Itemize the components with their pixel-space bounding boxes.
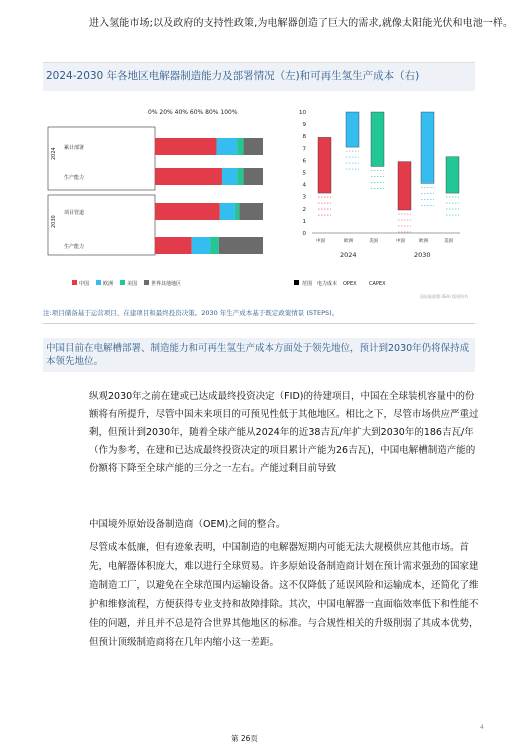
category-label: 生产能力 bbox=[64, 175, 85, 181]
bar-segment bbox=[244, 138, 263, 155]
y-tick-label: 2 bbox=[302, 206, 306, 213]
bar-segment bbox=[155, 168, 222, 185]
legend-label: 范围 bbox=[302, 281, 313, 287]
legend-swatch bbox=[144, 280, 149, 285]
x-category-label: 中国 bbox=[316, 239, 325, 244]
x-category-label: 美国 bbox=[369, 239, 378, 244]
x-category-label: 欧洲 bbox=[344, 239, 353, 244]
bar-segment bbox=[220, 203, 235, 220]
y-tick-label: 5 bbox=[302, 170, 306, 177]
legend-label: 美国 bbox=[127, 281, 138, 287]
group-label: 2024 bbox=[51, 147, 57, 160]
bar-segment bbox=[155, 237, 192, 254]
bar-segment bbox=[155, 203, 220, 220]
section-heading: 中国境外原始设备制造商（OEM)之间的整合。 bbox=[89, 519, 286, 530]
bar-segment bbox=[219, 237, 263, 254]
legend-label: 电力成本 bbox=[317, 281, 338, 287]
legend-label: OPEX bbox=[343, 281, 357, 287]
left-bar-chart bbox=[40, 100, 280, 300]
cost-range-bar bbox=[371, 112, 384, 166]
legend-label: 中国 bbox=[79, 281, 90, 287]
cost-range-bar bbox=[318, 137, 331, 193]
legend-label: 欧洲 bbox=[103, 281, 114, 287]
bar-segment bbox=[235, 203, 239, 220]
y-tick-label: 6 bbox=[302, 158, 306, 165]
bar-segment bbox=[222, 168, 237, 185]
y-tick-label: 9 bbox=[302, 122, 306, 129]
bar-segment bbox=[192, 237, 210, 254]
legend-label: CAPEX bbox=[369, 281, 386, 287]
bar-segment bbox=[239, 203, 263, 220]
y-tick-label: 1 bbox=[302, 218, 306, 225]
group-label: 2030 bbox=[51, 215, 57, 228]
bar-segment bbox=[244, 168, 263, 185]
cost-range-bar bbox=[398, 162, 411, 210]
right-bar-chart bbox=[290, 100, 480, 300]
paragraph-2: 尽管成本低廉，但有迹象表明，中国制造的电解器短期内可能无法大规模供应其他市场。首先，电解器体积庞大，难以进行全球贸易。许多原始设备制造商计划在预计需求强劲的国家建造制造工厂，以避免在全球范围内运输设备。这不仅降低了延误风险和运输成本，还简化了维护和维修流程，方便获得专业支持和故障排除。其次，中国电解器一直面临效率低下和性能不佳的问题，并且并不总是符合世界其他地区的标准。与合规性相关的升级削弱了其成本优势，但预计顶级制造商将在几年内缩小这一差距。 bbox=[89, 542, 479, 648]
legend-swatch bbox=[294, 280, 299, 285]
x-category-label: 中国 bbox=[396, 239, 405, 244]
page-number: 4 bbox=[480, 724, 484, 731]
bar-segment bbox=[237, 168, 243, 185]
legend-label: 世界其他地区 bbox=[151, 281, 182, 287]
category-label: 累计部署 bbox=[64, 145, 85, 151]
x-category-label: 美国 bbox=[444, 239, 453, 244]
paragraph-1: 纵观2030年之前在建或已达成最终投资决定（FID)的待建项目，中国在全球装机容量中的份额将有所提升，尽管中国未来项目的可预见性低于其他地区。相比之下，尽管市场供应严重过剩，但预计到2030年，随着全球产能从2024年的近38吉瓦/年扩大到2030年的186吉瓦/年（作为参考，在建和已达成最终投资决定的项目累计产能为26吉瓦)，中国电解槽制造产能的份额将下降至全球产能的三分之一左右。产能过剩目前导致 bbox=[89, 391, 479, 474]
callout-text: 中国目前在电解槽部署、制造能力和可再生氢生产成本方面处于领先地位，预计到2030年仍将保持成本领先地位。 bbox=[46, 343, 470, 367]
x-category-label: 欧洲 bbox=[419, 239, 428, 244]
category-label: 项目管道 bbox=[64, 210, 85, 216]
category-label: 生产能力 bbox=[64, 244, 85, 250]
cost-range-bar bbox=[346, 112, 359, 147]
bar-segment bbox=[210, 237, 219, 254]
y-tick-label: 0 bbox=[302, 231, 306, 237]
bar-segment bbox=[217, 138, 238, 155]
divider bbox=[43, 323, 475, 324]
figure-credit: 国际能源署 (IEA) 版权所有 bbox=[420, 294, 469, 299]
legend-swatch bbox=[120, 280, 125, 285]
cost-range-bar bbox=[446, 157, 459, 193]
group-label: 2024 bbox=[340, 251, 357, 259]
y-tick-label: 10 bbox=[299, 110, 306, 116]
bar-segment bbox=[155, 138, 217, 155]
y-tick-label: 3 bbox=[302, 194, 306, 201]
cost-range-bar bbox=[421, 112, 434, 183]
y-tick-label: 4 bbox=[302, 182, 306, 189]
bar-segment bbox=[237, 138, 243, 155]
figure-note: 注:项目储备基于运营项目、在建项目和最终投资决策。2030 年生产成本基于既定政策情景 (STEPS)。 bbox=[43, 309, 339, 317]
group-label: 2030 bbox=[414, 251, 431, 259]
legend-swatch bbox=[72, 280, 77, 285]
left-x-ticks-label: 0% 20% 40% 60% 80% 100% bbox=[148, 109, 238, 116]
legend-swatch bbox=[96, 280, 101, 285]
y-tick-label: 7 bbox=[302, 146, 306, 153]
figure-title: 2024-2030 年各地区电解器制造能力及部署情况（左)和可再生氢生产成本（右) bbox=[46, 70, 420, 82]
intro-text: 进入氢能市场;以及政府的支持性政策,为电解器创造了巨大的需求,就像太阳能光伏和电池一样。 bbox=[89, 18, 514, 29]
y-tick-label: 8 bbox=[302, 134, 306, 141]
page-footer: 第 26页 bbox=[231, 734, 258, 743]
